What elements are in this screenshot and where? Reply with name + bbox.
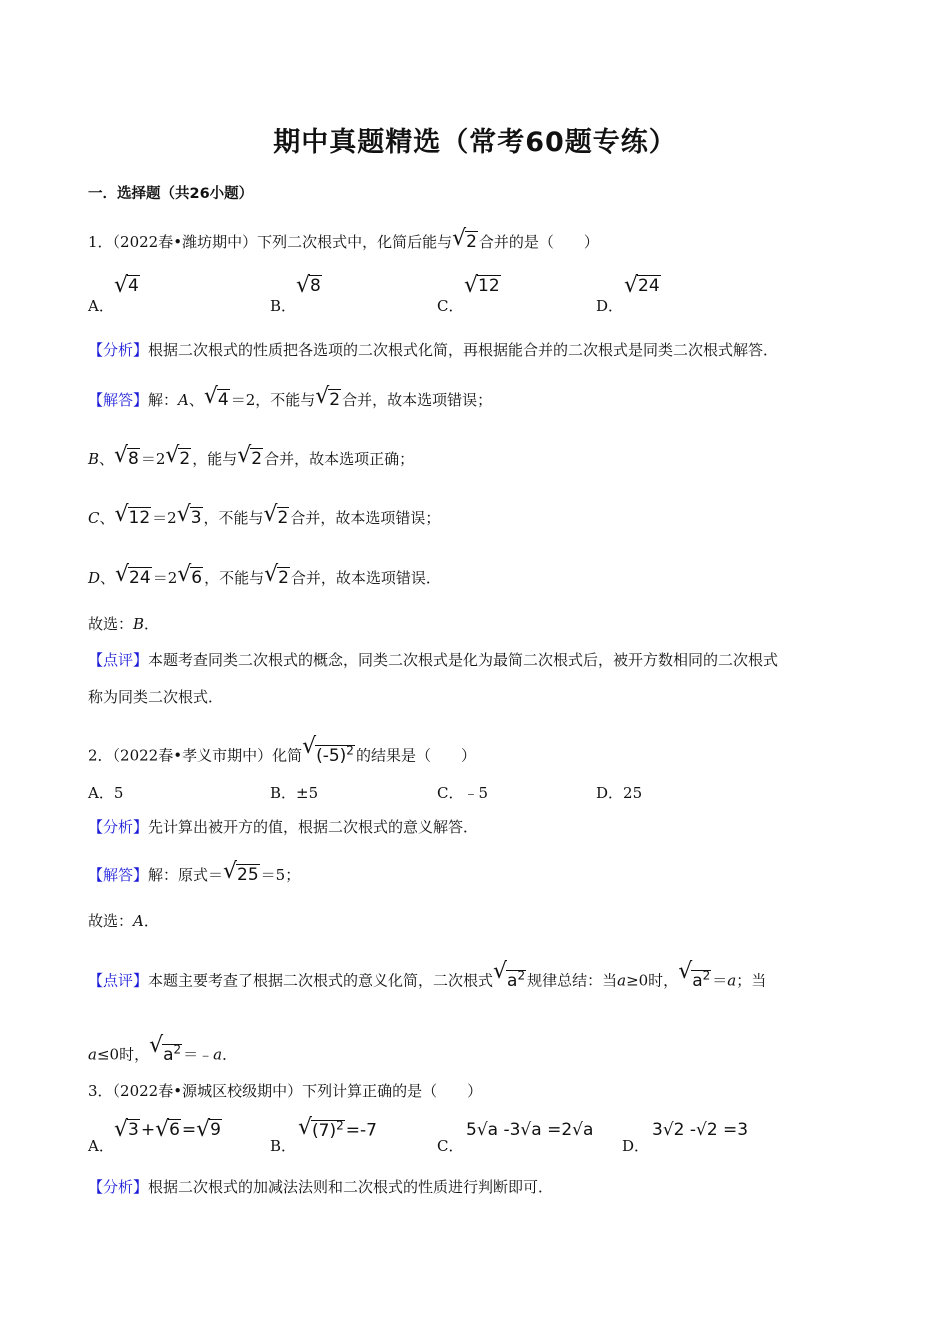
option-d-label: D． <box>596 297 624 315</box>
question-2-stem: 2．（2022春•孝义市期中）化简 √ $(-5)^2$ 的结果是（ ） <box>88 740 476 766</box>
analysis-tag: 【分析】 <box>88 341 149 359</box>
option-d-expression: √ 24 <box>625 276 661 296</box>
comment-tag: 【点评】 <box>88 651 149 669</box>
question-2-comment: 【点评】本题主要考查了根据二次根式的意义化简，二次根式 √ $a^2$ 规律总结：当a≥0时， √ $a^2 =a$；当 <box>88 965 766 991</box>
question-1-solution-b: B、 √ 8 ＝2 √ 2 ，能与 √ 2 合并，故本选项正确； <box>88 449 414 469</box>
option-a: A．5 <box>88 784 124 802</box>
option-c-expression: √ 12 <box>465 276 501 296</box>
option-a-label: A． <box>88 1137 114 1155</box>
option-d-label: D． <box>622 1137 650 1155</box>
question-2-solution: 【解答】解：原式＝ √ 25 ＝5； <box>88 865 300 885</box>
question-1-comment-cont: 称为同类二次根式． <box>88 688 224 706</box>
solution-tag: 【解答】 <box>88 391 149 409</box>
question-1-analysis: 【分析】根据二次根式的性质把各选项的二次根式化简，再根据能合并的二次根式是同类二次根式解答． <box>88 341 779 359</box>
question-2-analysis: 【分析】先计算出被开方的值，根据二次根式的意义解答． <box>88 818 479 836</box>
question-1-stem: 1．（2022春•潍坊期中）下列二次根式中，化简后能与 √ 2 合并的是（ ） <box>88 232 599 252</box>
question-2-choice: 故选：A． <box>88 912 159 930</box>
option-b-label: B． <box>270 297 297 315</box>
option-c: C．﹣5 <box>437 784 489 802</box>
question-3-stem: 3．（2022春•源城区校级期中）下列计算正确的是（ ） <box>88 1082 483 1100</box>
option-d: D．25 <box>596 784 643 802</box>
option-b-label: B． <box>270 1137 297 1155</box>
question-3-analysis: 【分析】根据二次根式的加减法法则和二次根式的性质进行判断即可． <box>88 1178 554 1196</box>
section-heading: 一．选择题（共26小题） <box>88 186 254 202</box>
option-a-expression: √ 4 <box>115 276 140 296</box>
question-1-comment: 【点评】本题考查同类二次根式的概念，同类二次根式是化为最简二次根式后，被开方数相同的二次根式 <box>88 651 779 669</box>
question-1-solution-c: C、 √ 12 ＝2 √ 3 ，不能与 √ 2 合并，故本选项错误； <box>88 508 440 528</box>
sqrt-expression: √ 2 <box>453 232 478 252</box>
option-c-label: C． <box>437 297 464 315</box>
option-b: B．±5 <box>270 784 319 802</box>
question-1-solution-d: D、 √ 24 ＝2 √ 6 ，不能与 √ 2 合并，故本选项错误． <box>88 568 441 588</box>
option-b-expression: √ 8 <box>297 276 322 296</box>
option-d-expression: 3√2 -√2 =3 <box>652 1120 749 1140</box>
option-c-label: C． <box>437 1137 464 1155</box>
page-title: 期中真题精选（常考60题专练） <box>273 127 677 158</box>
option-a-label: A． <box>88 297 114 315</box>
question-1-choice: 故选：B． <box>88 615 160 633</box>
question-2-comment-cont: a≤0时， √ $a^2$ ＝﹣a． <box>88 1039 237 1065</box>
option-c-expression: 5√a -3√a =2√a <box>466 1120 594 1140</box>
option-a-expression: √ 3 + √ 6 = √ 9 <box>114 1120 223 1140</box>
option-b-expression: √ $(7)^2 =-7$ <box>298 1118 377 1141</box>
question-1-solution-a: 【解答】解：A、 √ 4 ＝2，不能与 √ 2 合并，故本选项错误； <box>88 390 492 410</box>
